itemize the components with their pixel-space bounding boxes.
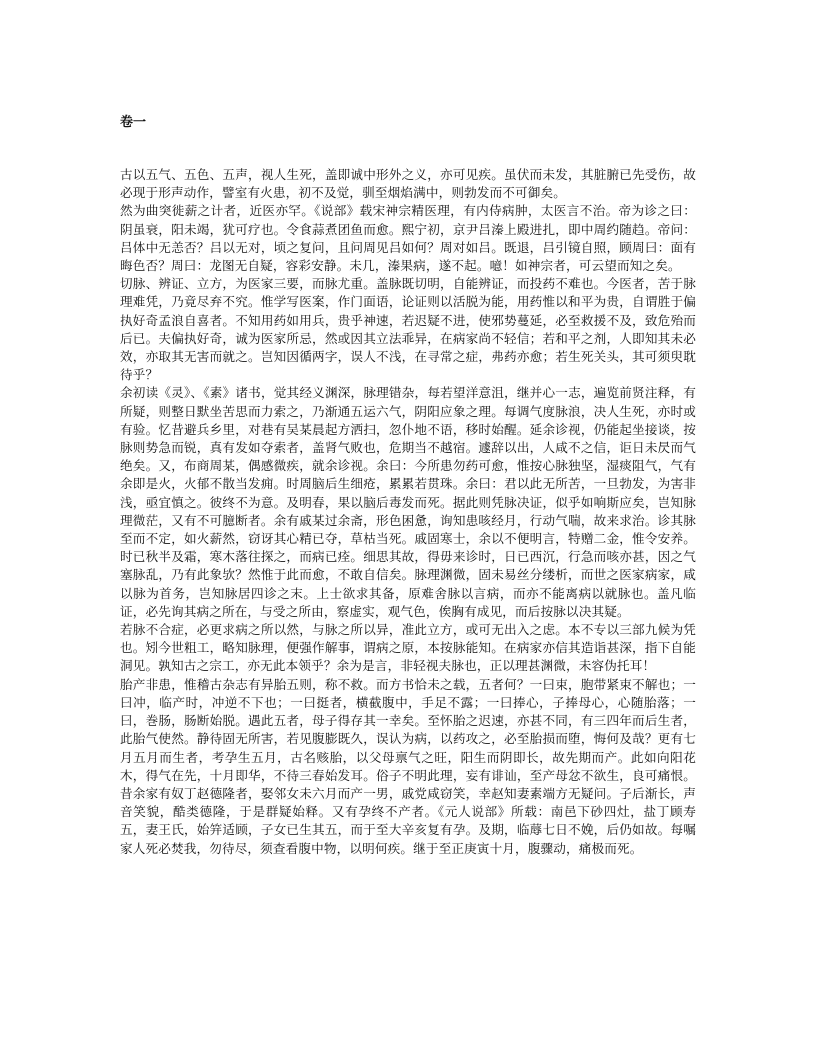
volume-title: 卷一 [120,115,147,130]
paragraph-1: 古以五气、五色、五声，视人生死，盖即诚中形外之义，亦可见疾。虽伏而未发，其脏腑已先受伤，故必现于形声动作，譬室有火患，初不及觉，驯至烟焰满中，则勃发而不可御矣。 [120,167,696,201]
paragraph-2: 然为曲突徙薪之计者，近医亦罕。《说部》载宋神宗精医理，有内侍病肿，太医言不治。帝为诊之曰：阴虽衰，阳未竭，犹可疗也。令食蒜煮团鱼而愈。熙宁初，京尹吕溱上殿进扎，即中周约随趋。帝问：吕体中无恙否？吕以无对，顷之复问，且问周见吕如何？周对如吕。既退，吕引镜自照，顾周曰：面有晦色否？周曰：龙图无自疑，容彩安静。未几，溱果病，遂不起。噫！如神宗者，可云望而知之矣。 [120,203,696,274]
paragraph-6: 胎产非患，惟稽古杂志有异胎五则，称不救。而方书恰未之载，五者何？一曰束，胞带紧束不解也；一曰冲，临产时，冲逆不下也；一曰挺者，横截腹中，手足不露；一曰捧心，子捧母心，心随胎落；一曰，巻肠，肠断始脱。遇此五者，母子得存其一幸矣。至怀胎之迟速，亦甚不同，有三四年而后生者，此胎气使然。静待固无所害，若见腹膨既久，误认为病，以药攻之，必至胎损而堕，悔何及哉？更有七月五月而生者，考孕生五月，古名赅胎，以父母禀气之旺，阳生而阴即长，故先期而产。此如向阳花木，得气在先，十月即华，不待三春始发耳。俗子不明此理，妄有诽讪，至产母忿不欲生，良可痛恨。昔余家有奴丁赵德隆者，娶邻女未六月而产一男，戚党咸窃笑，幸赵知妻素端方无疑问。子后渐长，声音笑貌，酷类德隆，于是群疑始释。又有孕终不产者。《元人说部》所载：南邑下砂四灶，盐丁顾寿五，妻王氏，始笄适顾，子女已生其五，而于至大辛亥复有孕。及期，临蓐七日不娩，后仍如故。每嘱家人死必焚我，勿待尽，须查看腹中物，以明何疾。继于至正庚寅十月，腹骤动，痛极而死。 [120,676,696,856]
paragraph-4: 余初读《灵》、《素》诸书，觉其经义渊深，脉理错杂，每若望洋意沮，继并心一志，遍览前贤注释，有所疑，则整日默坐苦思而力索之，乃渐通五运六气，阴阳应象之理。每调气度脉浪，决人生死，亦时或有验。忆昔避兵乡里，对巷有吴某晨起方洒扫，忽仆地不语，移时始醒。延余诊视，仍能起坐接谈，按脉则势急而锐，真有发如夺索者，盖肾气败也，危期当不越宿。遽辞以出，人咸不之信，讵日未昃而气绝矣。又，布商周某，偶感微疾，就余诊视。余曰：今所患勿药可愈，惟按心脉独坚，湿痰阻气，气有余即是火，火郁不散当发痈。时周脑后生细疮，累累若贯珠。余曰：君以此无所苦，一旦勃发，为害非浅，亟宜慎之。彼终不为意。及明春，果以脑后毒发而死。据此则凭脉决证，似乎如响斯应矣，岂知脉理微茫，又有不可臆断者。余有戚某过余斋，形色困惫，询知患咳经月，行动气喘，故来求治。诊其脉至而不定，如火薪然，窃讶其心精已夺，草枯当死。戚固寒士，余以不便明言，特赠二金，惟令安养。时已秋半及霜，寒木落往探之，而病已痊。细思其故，得毋来诊时，日已西沉，行急而咳亦甚，因之气塞脉乱，乃有此象欤？然惟于此而愈，不敢自信矣。脉理渊微，固未易丝分缕析，而世之医家病家，咸以脉为首务，岂知脉居四诊之末。上士欲求其备，原难舍脉以言病，而亦不能离病以就脉也。盖凡临证，必先询其病之所在，与受之所由，察虚实，观气色，俟胸有成见，而后按脉以决其疑。 [120,385,696,619]
paragraph-3: 切脉、辨证、立方，为医家三要，而脉尤重。盖脉既切明，自能辨证，而投药不难也。今医者，苦于脉理难凭，乃竟尽弃不究。惟学写医案，作门面语，论证则以活脱为能，用药惟以和平为贵，自谓胜于偏执好奇孟浪自喜者。不知用药如用兵，贵乎神速，若迟疑不进，使邪势蔓延，必至救援不及，致危殆而后已。夫偏执好奇，诚为医家所忌，然或因其立法乖异，在病家尚不轻信；若和平之剂，人即知其未必效，亦取其无害而就之。岂知因循两字，误人不浅，在寻常之症，弗药亦愈；若生死关头，其可须臾耽待乎？ [120,276,696,383]
paragraph-5: 若脉不合症，必更求病之所以然，与脉之所以异，准此立方，或可无出入之虑。本不专以三部九候为凭也。矧今世粗工，略知脉理，便强作解事，谓病之原，本按脉能知。在病家亦信其造诣甚深，指下自能洞见。孰知古之宗工，亦无此本领乎？余为是言，非轻视夫脉也，正以理甚渊微，未容伪托耳！ [120,622,696,674]
body-text [120,166,696,858]
